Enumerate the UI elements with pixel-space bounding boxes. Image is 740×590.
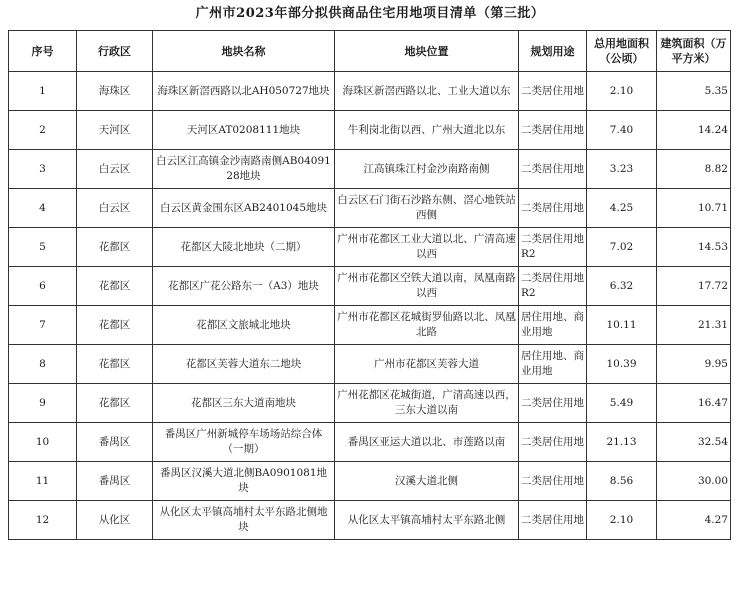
cell-floor-area: 30.00	[657, 462, 731, 501]
table-header-row	[9, 31, 731, 72]
cell-name: 海珠区新滘西路以北AH050727地块	[153, 72, 335, 111]
table-row	[9, 423, 731, 462]
cell-no: 8	[9, 345, 77, 384]
cell-floor-area: 14.24	[657, 111, 731, 150]
cell-use: 二类居住用地	[519, 501, 587, 540]
table-row	[9, 111, 731, 150]
cell-location: 广州市花都区芙蓉大道	[335, 345, 519, 384]
cell-use: 居住用地、商业用地	[519, 306, 587, 345]
cell-district: 花都区	[77, 306, 153, 345]
cell-use: 居住用地、商业用地	[519, 345, 587, 384]
cell-no: 9	[9, 384, 77, 423]
table-row	[9, 228, 731, 267]
cell-use: 二类居住用地	[519, 150, 587, 189]
cell-district: 天河区	[77, 111, 153, 150]
cell-no: 6	[9, 267, 77, 306]
cell-no: 7	[9, 306, 77, 345]
cell-floor-area: 9.95	[657, 345, 731, 384]
cell-district: 番禺区	[77, 423, 153, 462]
page-title: 广州市2023年部分拟供商品住宅用地项目清单（第三批）	[195, 6, 545, 21]
cell-area: 7.40	[587, 111, 657, 150]
cell-no: 11	[9, 462, 77, 501]
cell-floor-area: 17.72	[657, 267, 731, 306]
cell-district: 白云区	[77, 189, 153, 228]
cell-no: 12	[9, 501, 77, 540]
cell-location: 江高镇珠江村金沙南路南侧	[335, 150, 519, 189]
cell-use: 二类居住用地	[519, 462, 587, 501]
cell-use: 二类居住用地	[519, 189, 587, 228]
land-supply-table	[8, 30, 731, 540]
table-row	[9, 189, 731, 228]
cell-use: 二类居住用地	[519, 111, 587, 150]
cell-floor-area: 4.27	[657, 501, 731, 540]
cell-district: 白云区	[77, 150, 153, 189]
cell-area: 5.49	[587, 384, 657, 423]
cell-area: 3.23	[587, 150, 657, 189]
cell-name: 从化区太平镇高埔村太平东路北侧地块	[153, 501, 335, 540]
table-row	[9, 267, 731, 306]
cell-floor-area: 14.53	[657, 228, 731, 267]
col-header-district: 行政区	[77, 31, 153, 72]
col-header-floor-area: 建筑面积（万平方米）	[657, 31, 731, 72]
table-row	[9, 150, 731, 189]
cell-name: 花都区文旅城北地块	[153, 306, 335, 345]
cell-name: 花都区三东大道南地块	[153, 384, 335, 423]
cell-no: 10	[9, 423, 77, 462]
cell-use: 二类居住用地R2	[519, 267, 587, 306]
table-row	[9, 501, 731, 540]
cell-floor-area: 5.35	[657, 72, 731, 111]
cell-no: 4	[9, 189, 77, 228]
table-row	[9, 384, 731, 423]
cell-name: 番禺区广州新城停车场场站综合体（一期）	[153, 423, 335, 462]
cell-floor-area: 10.71	[657, 189, 731, 228]
cell-no: 2	[9, 111, 77, 150]
table-row	[9, 462, 731, 501]
table-body	[9, 72, 731, 540]
cell-location: 番禺区亚运大道以北、市莲路以南	[335, 423, 519, 462]
cell-name: 白云区江高镇金沙南路南侧AB0409128地块	[153, 150, 335, 189]
cell-district: 花都区	[77, 267, 153, 306]
col-header-no: 序号	[9, 31, 77, 72]
cell-area: 7.02	[587, 228, 657, 267]
cell-area: 8.56	[587, 462, 657, 501]
cell-location: 白云区石门街石沙路东侧、滘心地铁站西侧	[335, 189, 519, 228]
table-row	[9, 72, 731, 111]
cell-district: 从化区	[77, 501, 153, 540]
cell-area: 10.39	[587, 345, 657, 384]
cell-district: 花都区	[77, 228, 153, 267]
cell-no: 3	[9, 150, 77, 189]
cell-location: 海珠区新滘西路以北、工业大道以东	[335, 72, 519, 111]
cell-area: 4.25	[587, 189, 657, 228]
cell-use: 二类居住用地	[519, 384, 587, 423]
cell-floor-area: 16.47	[657, 384, 731, 423]
cell-district: 番禺区	[77, 462, 153, 501]
cell-name: 花都区广花公路东一（A3）地块	[153, 267, 335, 306]
cell-name: 花都区芙蓉大道东二地块	[153, 345, 335, 384]
table-row	[9, 306, 731, 345]
cell-no: 5	[9, 228, 77, 267]
cell-area: 2.10	[587, 72, 657, 111]
cell-name: 番禺区汉溪大道北侧BA0901081地块	[153, 462, 335, 501]
cell-area: 21.13	[587, 423, 657, 462]
cell-use: 二类居住用地	[519, 72, 587, 111]
cell-name: 花都区大陵北地块（二期）	[153, 228, 335, 267]
cell-location: 广州市花都区花城街罗仙路以北、凤凰北路	[335, 306, 519, 345]
col-header-area: 总用地面积（公顷）	[587, 31, 657, 72]
cell-floor-area: 8.82	[657, 150, 731, 189]
cell-use: 二类居住用地	[519, 423, 587, 462]
cell-location: 广州花都区花城街道，广清高速以西，三东大道以南	[335, 384, 519, 423]
cell-use: 二类居住用地R2	[519, 228, 587, 267]
cell-district: 花都区	[77, 384, 153, 423]
cell-location: 从化区太平镇高埔村太平东路北侧	[335, 501, 519, 540]
cell-location: 汉溪大道北侧	[335, 462, 519, 501]
cell-location: 牛利岗北街以西、广州大道北以东	[335, 111, 519, 150]
col-header-use: 规划用途	[519, 31, 587, 72]
cell-no: 1	[9, 72, 77, 111]
cell-name: 白云区黄金围东区AB2401045地块	[153, 189, 335, 228]
cell-location: 广州市花都区工业大道以北、广清高速以西	[335, 228, 519, 267]
col-header-location: 地块位置	[335, 31, 519, 72]
cell-floor-area: 21.31	[657, 306, 731, 345]
cell-district: 海珠区	[77, 72, 153, 111]
cell-district: 花都区	[77, 345, 153, 384]
cell-area: 10.11	[587, 306, 657, 345]
table-row	[9, 345, 731, 384]
cell-floor-area: 32.54	[657, 423, 731, 462]
cell-location: 广州市花都区空铁大道以南，凤凰南路以西	[335, 267, 519, 306]
col-header-name: 地块名称	[153, 31, 335, 72]
cell-area: 6.32	[587, 267, 657, 306]
cell-area: 2.10	[587, 501, 657, 540]
cell-name: 天河区AT0208111地块	[153, 111, 335, 150]
